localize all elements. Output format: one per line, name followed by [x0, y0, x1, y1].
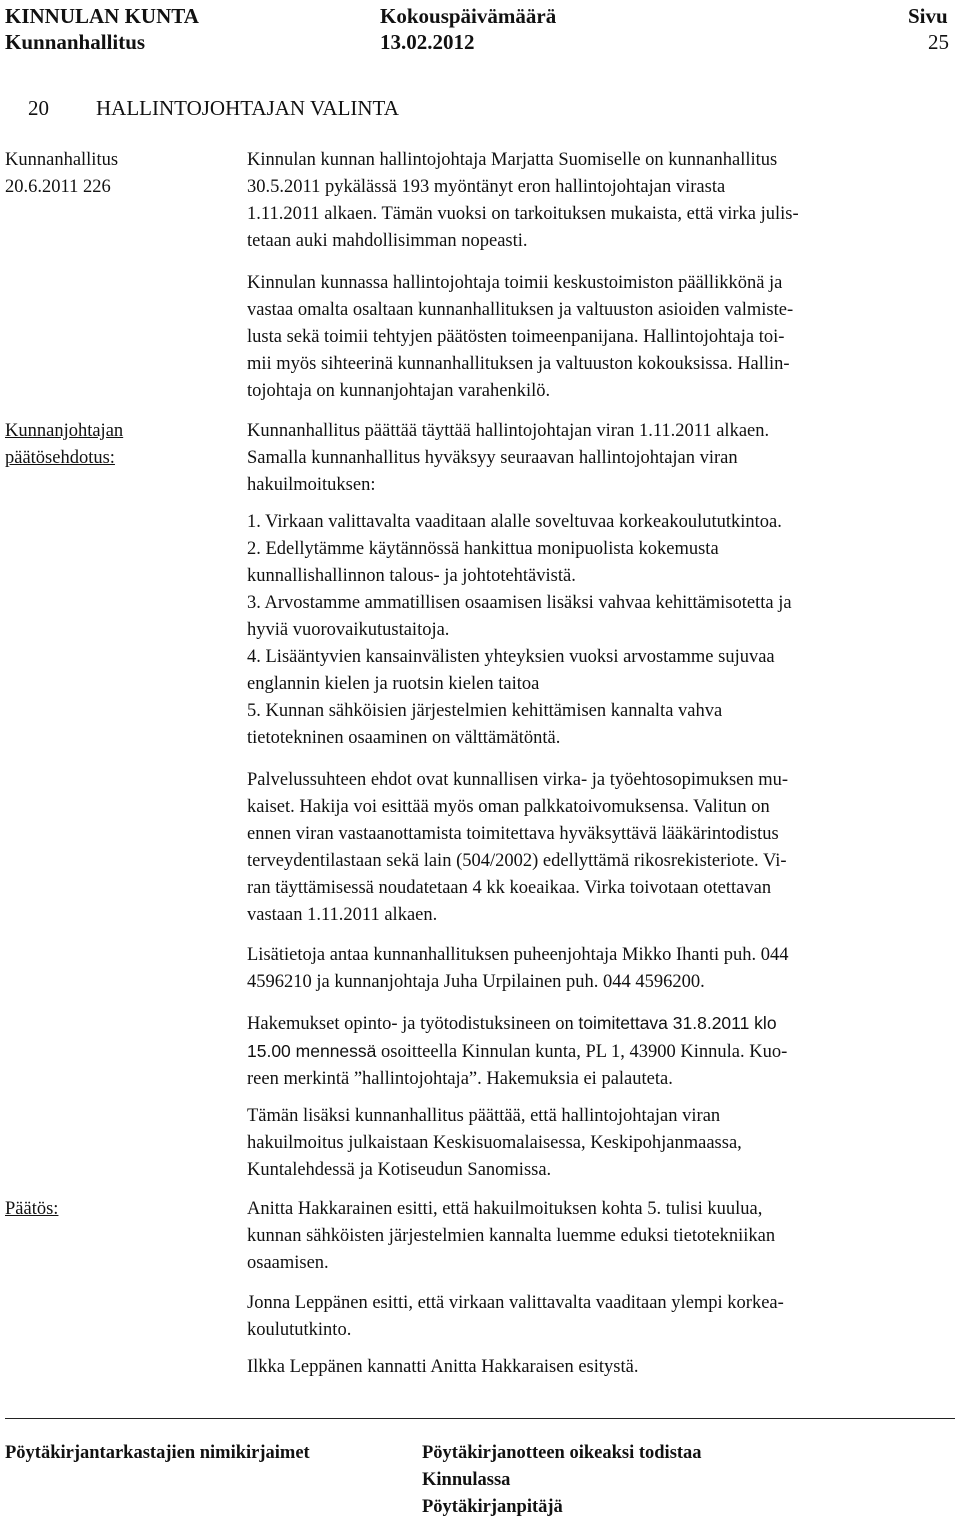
- text-line: tojohtaja on kunnanjohtajan varahenkilö.: [247, 381, 551, 401]
- text-line: Kuntalehdessä ja Kotiseudun Sanomissa.: [247, 1160, 552, 1180]
- paragraph-application-deadline: [247, 1010, 947, 1093]
- text-line: Kinnulan kunnassa hallintojohtaja toimii keskustoimiston päällikkönä ja: [247, 273, 783, 293]
- list-item: kunnallishallinnon talous- ja johtotehtävistä.: [247, 566, 576, 586]
- text-line: [247, 1010, 947, 1038]
- text-line: osaamisen.: [247, 1253, 329, 1273]
- paragraph-decision-proposal-2: [247, 1290, 947, 1344]
- text-line: tetaan auki mahdollisimman nopeasti.: [247, 231, 528, 251]
- footer-secretary-label: Pöytäkirjanpitäjä: [422, 1497, 563, 1517]
- text-line: Kunnanhallitus päättää täyttää hallintojohtajan viran 1.11.2011 alkaen.: [247, 421, 770, 441]
- paragraph-background: [247, 147, 947, 255]
- board-name: Kunnanhallitus: [5, 30, 146, 54]
- page-label: Sivu: [908, 4, 948, 28]
- text-line: lusta sekä toimii tehtyjen päätösten toimeenpanijana. Hallintojohtaja toi-: [247, 327, 785, 347]
- text-line: 30.5.2011 pykälässä 193 myöntänyt eron hallintojohtajan virasta: [247, 177, 726, 197]
- text-segment: osoitteella Kinnulan kunta, PL 1, 43900 Kinnula. Kuo-: [381, 1042, 788, 1062]
- text-line: Jonna Leppänen esitti, että virkaan valittavalta vaaditaan ylempi korkea-: [247, 1293, 784, 1313]
- paragraph-decision-support: [247, 1354, 947, 1381]
- list-item: hyviä vuorovaikutustaitoja.: [247, 620, 450, 640]
- text-line: reen merkintä ”hallintojohtaja”. Hakemuksia ei palauteta.: [247, 1069, 673, 1089]
- text-line: kunnan sähköisten järjestelmien kannalta luemme eduksi tietotekniikan: [247, 1226, 776, 1246]
- text-line: Samalla kunnanhallitus hyväksyy seuraavan hallintojohtajan viran: [247, 448, 738, 468]
- text-line: Ilkka Leppänen kannatti Anitta Hakkaraisen esitystä.: [247, 1357, 639, 1377]
- text-line: Tämän lisäksi kunnanhallitus päättää, että hallintojohtajan viran: [247, 1106, 721, 1126]
- text-line: 4596210 ja kunnanjohtaja Juha Urpilainen puh. 044 4596200.: [247, 972, 705, 992]
- text-line: ran täyttämisessä noudatetaan 4 kk koeaikaa. Virka toivotaan otettavan: [247, 878, 772, 898]
- paragraph-contact-info: [247, 942, 947, 996]
- paragraph-role-description: [247, 270, 947, 405]
- requirements-list: [247, 509, 947, 752]
- footer-divider: [5, 1418, 955, 1419]
- text-line: Palvelussuhteen ehdot ovat kunnallisen virka- ja työehtosopimuksen mu-: [247, 770, 789, 790]
- municipality-name: KINNULAN KUNTA: [5, 4, 199, 28]
- paragraph-decision-proposal-1: [247, 1196, 947, 1277]
- text-line: kaiset. Hakija voi esittää myös oman palkkatoivomuksensa. Valitun on: [247, 797, 770, 817]
- text-line: koulututkinto.: [247, 1320, 352, 1340]
- text-line: vastaan 1.11.2011 alkaen.: [247, 905, 438, 925]
- reference-date-item: 20.6.2011 226: [5, 177, 111, 197]
- text-line: Anitta Hakkarainen esitti, että hakuilmoituksen kohta 5. tulisi kuulua,: [247, 1199, 763, 1219]
- text-line: ennen viran vastaanottamista toimitettava hyväksyttävä lääkärintodistus: [247, 824, 779, 844]
- footer-initials-label: Pöytäkirjantarkastajien nimikirjaimet: [5, 1443, 310, 1463]
- meeting-date-label: Kokouspäivämäärä: [380, 4, 557, 28]
- text-line: hakuilmoitus julkaistaan Keskisuomalaisessa, Keskipohjanmaassa,: [247, 1133, 742, 1153]
- footer-place: Kinnulassa: [422, 1470, 511, 1490]
- paragraph-employment-terms: [247, 767, 947, 929]
- text-line: [247, 1038, 947, 1066]
- proposal-label-line1: Kunnanjohtajan: [5, 421, 124, 441]
- text-line: terveydentilastaan sekä lain (504/2002) edellyttämä rikosrekisteriote. Vi-: [247, 851, 787, 871]
- page-number: 25: [928, 30, 949, 54]
- proposal-label-line2: päätösehdotus:: [5, 448, 115, 468]
- section-title: HALLINTOJOHTAJAN VALINTA: [96, 96, 399, 120]
- text-line: 1.11.2011 alkaen. Tämän vuoksi on tarkoituksen mukaista, että virka julis-: [247, 204, 799, 224]
- text-segment: toimitettava 31.8.2011 klo: [578, 1013, 777, 1033]
- list-item: 3. Arvostamme ammatillisen osaamisen lisäksi vahvaa kehittämisotetta ja: [247, 593, 792, 613]
- list-item: tietotekninen osaaminen on välttämätöntä.: [247, 728, 561, 748]
- text-line: mii myös sihteerinä kunnanhallituksen ja valtuuston kokouksissa. Hallin-: [247, 354, 790, 374]
- section-number: 20: [28, 96, 49, 120]
- decision-label: Päätös:: [5, 1199, 59, 1219]
- text-line: Lisätietoja antaa kunnanhallituksen puheenjohtaja Mikko Ihanti puh. 044: [247, 945, 789, 965]
- list-item: 1. Virkaan valittavalta vaaditaan alalle soveltuvaa korkeakoulututkintoa.: [247, 512, 782, 532]
- text-segment: Hakemukset opinto- ja työtodistuksineen on: [247, 1014, 574, 1034]
- paragraph-board-decision: [247, 418, 947, 499]
- text-line: vastaa omalta osaltaan kunnanhallituksen ja valtuuston asioiden valmiste-: [247, 300, 794, 320]
- list-item: englannin kielen ja ruotsin kielen taitoa: [247, 674, 540, 694]
- meeting-date: 13.02.2012: [380, 30, 475, 54]
- list-item: 5. Kunnan sähköisien järjestelmien kehittämisen kannalta vahva: [247, 701, 723, 721]
- paragraph-publication: [247, 1103, 947, 1184]
- list-item: 4. Lisääntyvien kansainvälisten yhteyksien vuoksi arvostamme sujuvaa: [247, 647, 775, 667]
- text-line: Kinnulan kunnan hallintojohtaja Marjatta Suomiselle on kunnanhallitus: [247, 150, 778, 170]
- reference-board: Kunnanhallitus: [5, 150, 119, 170]
- footer-certification-label: Pöytäkirjanotteen oikeaksi todistaa: [422, 1443, 702, 1463]
- text-line: hakuilmoituksen:: [247, 475, 376, 495]
- list-item: 2. Edellytämme käytännössä hankittua monipuolista kokemusta: [247, 539, 719, 559]
- text-segment: 15.00 mennessä: [247, 1041, 377, 1061]
